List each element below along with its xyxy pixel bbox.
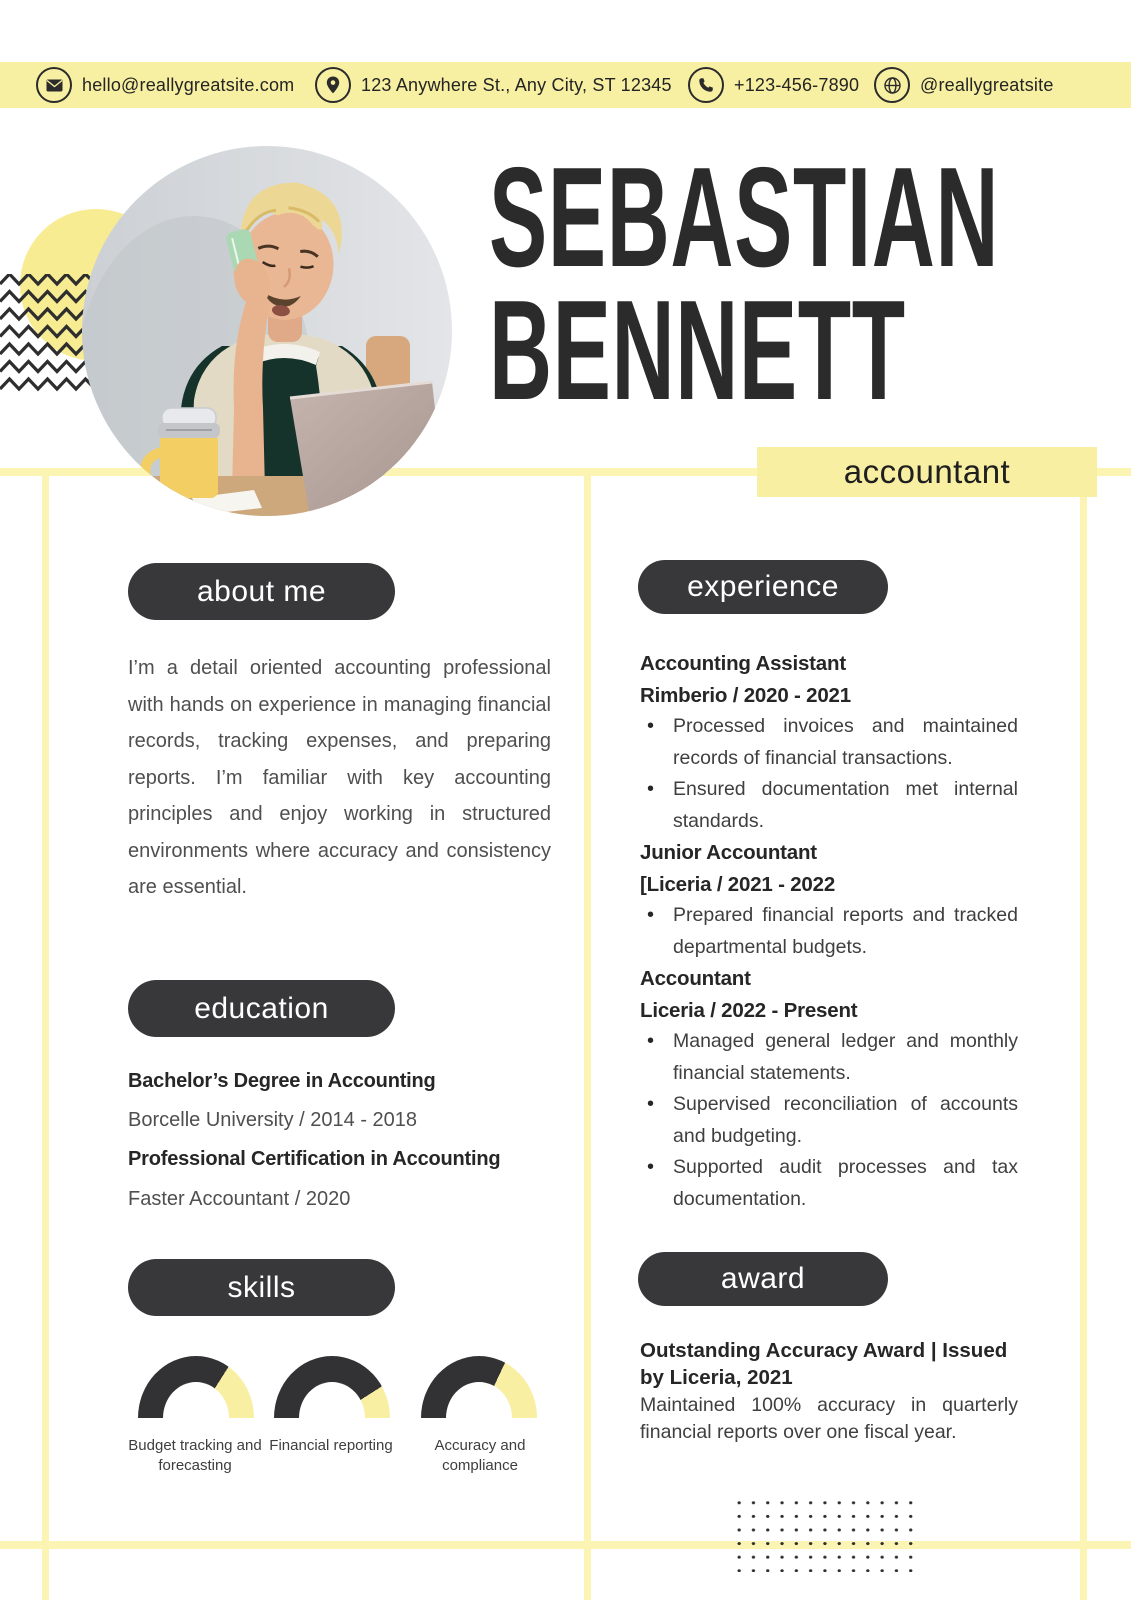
- section-pill-award: [638, 1252, 888, 1306]
- job-bullet: • Processed invoices and maintained records of financial transactions.: [640, 711, 1018, 774]
- section-pill-experience: [638, 560, 888, 614]
- experience-block: [640, 648, 1018, 1215]
- last-name: BENNETT: [489, 271, 906, 430]
- section-pill-education: [128, 980, 395, 1037]
- grid-line-vertical-center: [584, 468, 591, 1600]
- award-block: [640, 1338, 1018, 1445]
- job-bullet: • Managed general ledger and monthly financial statements.: [640, 1026, 1018, 1089]
- job-bullet: • Prepared financial reports and tracked departmental budgets.: [640, 900, 1018, 963]
- job-role: Accountant: [640, 967, 751, 990]
- job-bullet: • Ensured documentation met internal standards.: [640, 774, 1018, 837]
- job-bullets: [640, 711, 1018, 837]
- job-bullets: [640, 1026, 1018, 1215]
- experience-title: experience: [687, 570, 839, 603]
- award-heading: Outstanding Accuracy Award | Issued by Liceria, 2021: [640, 1339, 1008, 1389]
- education-detail: Faster Accountant / 2020: [128, 1187, 351, 1210]
- award-title: award: [720, 1262, 806, 1295]
- skills-title: skills: [227, 1270, 296, 1304]
- job-bullet: • Supported audit processes and tax documentation.: [640, 1152, 1018, 1215]
- section-pill-skills: [128, 1259, 395, 1316]
- email-icon: [36, 67, 72, 103]
- contact-phone-text: +123-456-7890: [734, 74, 860, 95]
- education-title: education: [194, 991, 329, 1025]
- grid-line-vertical-right: [1080, 494, 1087, 1600]
- skill-gauge-accuracy: [421, 1356, 537, 1418]
- person-name: [489, 138, 1006, 430]
- contact-address-text: 123 Anywhere St., Any City, ST 12345: [361, 74, 672, 95]
- first-name: SEBASTIAN: [489, 138, 1000, 297]
- grid-line-vertical-left: [42, 468, 49, 1600]
- award-body: Maintained 100% accuracy in quarterly financial reports over one fiscal year.: [640, 1394, 1018, 1443]
- about-title: about me: [196, 574, 327, 608]
- job-bullets: [640, 900, 1018, 963]
- education-degree: Bachelor’s Degree in Accounting: [128, 1070, 436, 1092]
- globe-icon: [874, 67, 910, 103]
- job-dates: Liceria / 2022 - Present: [640, 998, 858, 1022]
- grid-line-horizontal-bottom: [0, 1541, 1131, 1549]
- education-degree: Professional Certification in Accounting: [128, 1148, 501, 1171]
- contact-email[interactable]: [36, 62, 294, 108]
- skill-label-financial: Financial reporting: [269, 1437, 393, 1454]
- location-icon: [315, 67, 351, 103]
- job-role: Accounting Assistant: [640, 652, 846, 675]
- role-title: accountant: [843, 453, 1011, 490]
- contact-email-text: hello@reallygreatsite.com: [82, 74, 295, 95]
- job-bullet: • Supervised reconciliation of accounts and budgeting.: [640, 1089, 1018, 1152]
- education-detail: Borcelle University / 2014 - 2018: [128, 1109, 418, 1132]
- skill-label-accuracy: Accuracy and compliance: [434, 1437, 526, 1474]
- education-block: [128, 1062, 568, 1219]
- contact-phone[interactable]: [688, 62, 859, 108]
- skill-label-budget: Budget tracking and forecasting: [128, 1437, 262, 1474]
- section-pill-about: [128, 563, 395, 620]
- contact-address[interactable]: [315, 62, 672, 108]
- contact-social[interactable]: [874, 62, 1054, 108]
- profile-photo: [82, 146, 452, 516]
- phone-icon: [688, 67, 724, 103]
- about-body: I’m a detail oriented accounting professional with hands on experience in managing financial records, tracking expenses, and preparing reports. I’m familiar with key accounting principles and enjoy working in structured environments where accuracy and consistency are essential.: [128, 657, 551, 898]
- job-role: Junior Accountant: [640, 841, 817, 864]
- decor-dot-grid: [732, 1496, 917, 1572]
- job-dates: Rimberio / 2020 - 2021: [640, 683, 851, 707]
- contact-social-text: @reallygreatsite: [920, 74, 1054, 95]
- skill-gauge-budget: [138, 1356, 254, 1418]
- skill-gauge-financial: [274, 1356, 390, 1418]
- role-box: [757, 447, 1097, 497]
- contact-bar: [0, 62, 1131, 108]
- job-dates: [Liceria / 2021 - 2022: [640, 872, 836, 896]
